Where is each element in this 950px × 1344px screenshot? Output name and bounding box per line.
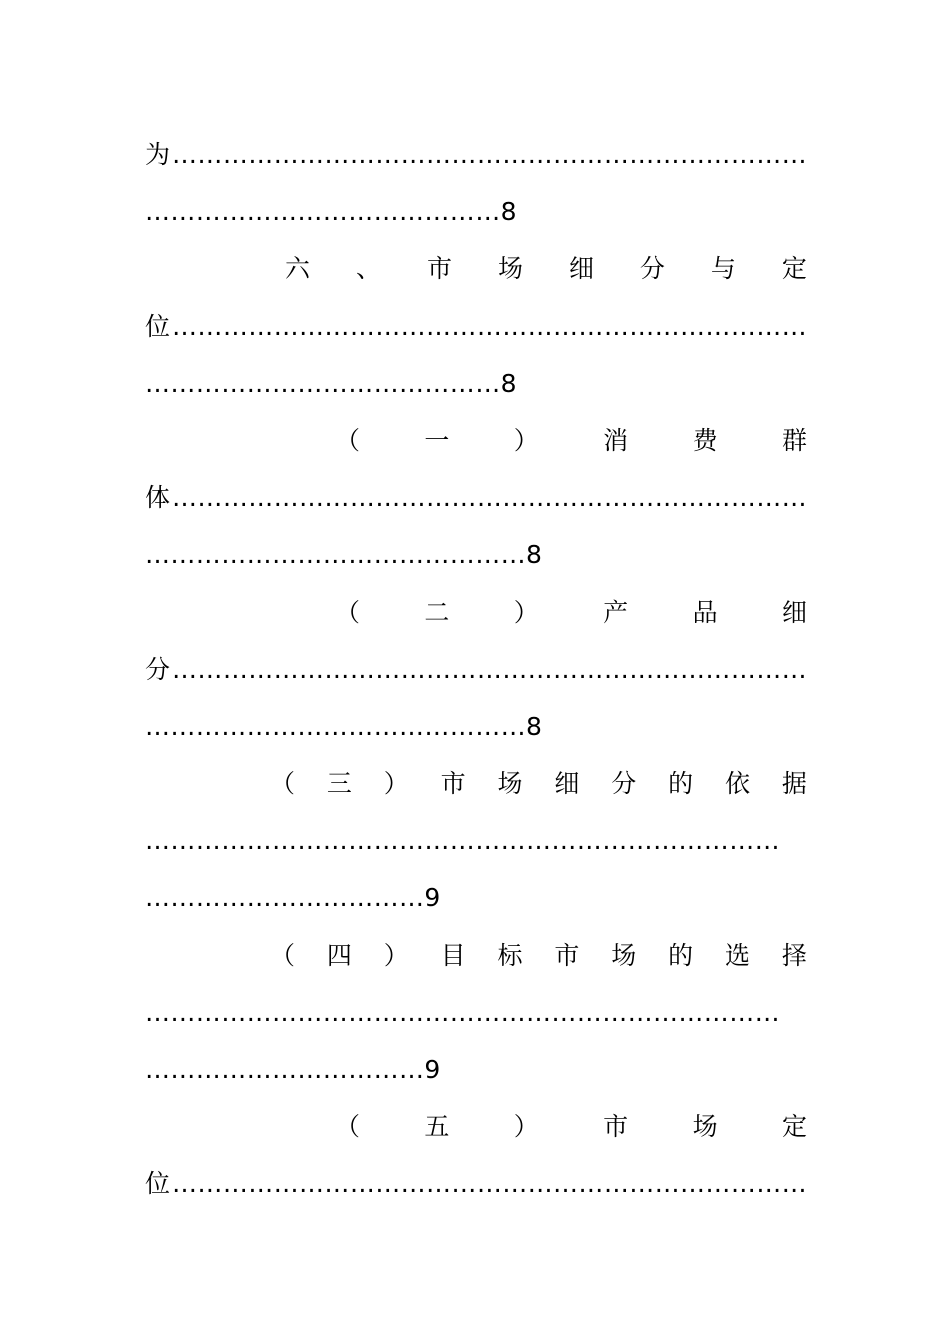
toc-title-char: ） xyxy=(383,769,409,799)
toc-leader-dots: ……………………………………… xyxy=(145,540,526,570)
toc-leader-dots: ………………………………………………………………… xyxy=(172,483,807,513)
toc-title-char: 场 xyxy=(497,769,523,799)
toc-title-char: （ xyxy=(270,940,296,970)
toc-line xyxy=(145,355,807,412)
toc-title-char: 依 xyxy=(725,769,751,799)
toc-page-number: 8 xyxy=(526,540,542,570)
toc-entry-title xyxy=(335,1098,807,1155)
toc-title-char: 标 xyxy=(497,940,523,970)
toc-title-char: 市 xyxy=(603,1112,629,1142)
toc-title-char: （ xyxy=(270,769,296,799)
toc-line xyxy=(145,526,807,583)
toc-title-char: 市 xyxy=(426,254,452,284)
toc-title-char: ） xyxy=(513,597,539,627)
toc-leader-dots: ………………………………………………………………… xyxy=(145,826,780,856)
toc-leader-dots: ………………………………………………………………… xyxy=(145,997,780,1027)
toc-title-char: 择 xyxy=(781,940,807,970)
toc-leader-dots: ………………………………………………………………… xyxy=(172,140,807,169)
toc-page-number: 8 xyxy=(526,711,542,741)
toc-title-char: 场 xyxy=(497,254,523,284)
toc-entry-tail-char: 体 xyxy=(145,483,171,513)
toc-title-char: 费 xyxy=(692,425,718,455)
toc-title-char: （ xyxy=(335,425,361,455)
toc-page-number: 9 xyxy=(424,1055,441,1084)
toc-title-char: （ xyxy=(335,1112,361,1142)
toc-title-char: ） xyxy=(513,1112,539,1142)
toc-title-char: 四 xyxy=(326,940,352,970)
toc-title-char: 产 xyxy=(603,597,629,627)
toc-title-char: 一 xyxy=(424,425,450,455)
toc-title-char: ） xyxy=(383,940,409,970)
toc-title-char: 的 xyxy=(668,940,694,970)
toc-entry-title xyxy=(335,412,807,469)
toc-title-char: 细 xyxy=(554,769,580,799)
toc-leader-dots: …………………………………… xyxy=(145,368,501,398)
toc-line xyxy=(145,126,807,183)
toc-entry-tail-char: 分 xyxy=(145,654,171,684)
toc-line xyxy=(145,641,807,698)
toc-entry-6[interactable] xyxy=(145,240,807,297)
toc-entry-title xyxy=(270,927,807,984)
toc-page-number: 8 xyxy=(500,368,517,398)
toc-title-char: 场 xyxy=(692,1112,718,1142)
toc-leader-dots: …………………………………… xyxy=(145,197,501,227)
toc-leader-dots: ………………………………………………………………… xyxy=(172,311,807,341)
toc-page-number: 8 xyxy=(500,197,517,227)
toc-leader-dots: …………………………… xyxy=(145,883,425,913)
toc-title-char: 的 xyxy=(668,769,694,799)
toc-title-char: 市 xyxy=(554,940,580,970)
toc-title-char: 目 xyxy=(440,940,466,970)
toc-entry-6-2[interactable] xyxy=(145,584,807,641)
toc-title-char: 五 xyxy=(424,1112,450,1142)
toc-title-char: 定 xyxy=(781,1112,807,1142)
toc-line xyxy=(145,812,807,869)
toc-page-number: 9 xyxy=(424,883,441,913)
toc-title-char: 、 xyxy=(355,254,381,284)
toc-line xyxy=(145,1041,807,1098)
toc-title-char: 三 xyxy=(326,769,352,799)
toc-entry-tail-char: 位 xyxy=(145,311,171,341)
toc-entry-tail-char: 位 xyxy=(145,1169,171,1199)
toc-title-char: 市 xyxy=(440,769,466,799)
toc-line xyxy=(145,469,807,526)
toc-leader-dots: ……………………………………… xyxy=(145,711,526,741)
toc-entry-title xyxy=(285,240,807,297)
toc-title-char: ） xyxy=(513,425,539,455)
toc-page xyxy=(145,126,807,1213)
toc-line xyxy=(145,1155,807,1212)
toc-title-char: （ xyxy=(335,597,361,627)
toc-title-char: 场 xyxy=(611,940,637,970)
toc-entry-tail-char: 为 xyxy=(145,140,171,169)
toc-leader-dots: ………………………………………………………………… xyxy=(172,654,807,684)
toc-leader-dots: …………………………… xyxy=(145,1055,425,1084)
toc-title-char: 细 xyxy=(781,597,807,627)
toc-line xyxy=(145,698,807,755)
toc-title-char: 六 xyxy=(285,254,311,284)
toc-line xyxy=(145,869,807,926)
toc-title-char: 与 xyxy=(710,254,736,284)
toc-title-char: 二 xyxy=(424,597,450,627)
toc-entry-title xyxy=(335,584,807,641)
toc-title-char: 定 xyxy=(781,254,807,284)
toc-title-char: 分 xyxy=(639,254,665,284)
toc-entry-6-1[interactable] xyxy=(145,412,807,469)
toc-title-char: 分 xyxy=(611,769,637,799)
toc-title-char: 选 xyxy=(725,940,751,970)
toc-entry-6-5[interactable] xyxy=(145,1098,807,1155)
toc-line xyxy=(145,984,807,1041)
toc-title-char: 据 xyxy=(781,769,807,799)
toc-leader-dots: ………………………………………………………………… xyxy=(172,1169,807,1199)
toc-title-char: 品 xyxy=(692,597,718,627)
toc-line xyxy=(145,298,807,355)
toc-entry-title xyxy=(270,755,807,812)
toc-title-char: 细 xyxy=(568,254,594,284)
toc-title-char: 群 xyxy=(781,425,807,455)
toc-title-char: 消 xyxy=(603,425,629,455)
toc-entry-6-4[interactable] xyxy=(145,927,807,984)
toc-entry-6-3[interactable] xyxy=(145,755,807,812)
toc-line xyxy=(145,183,807,240)
